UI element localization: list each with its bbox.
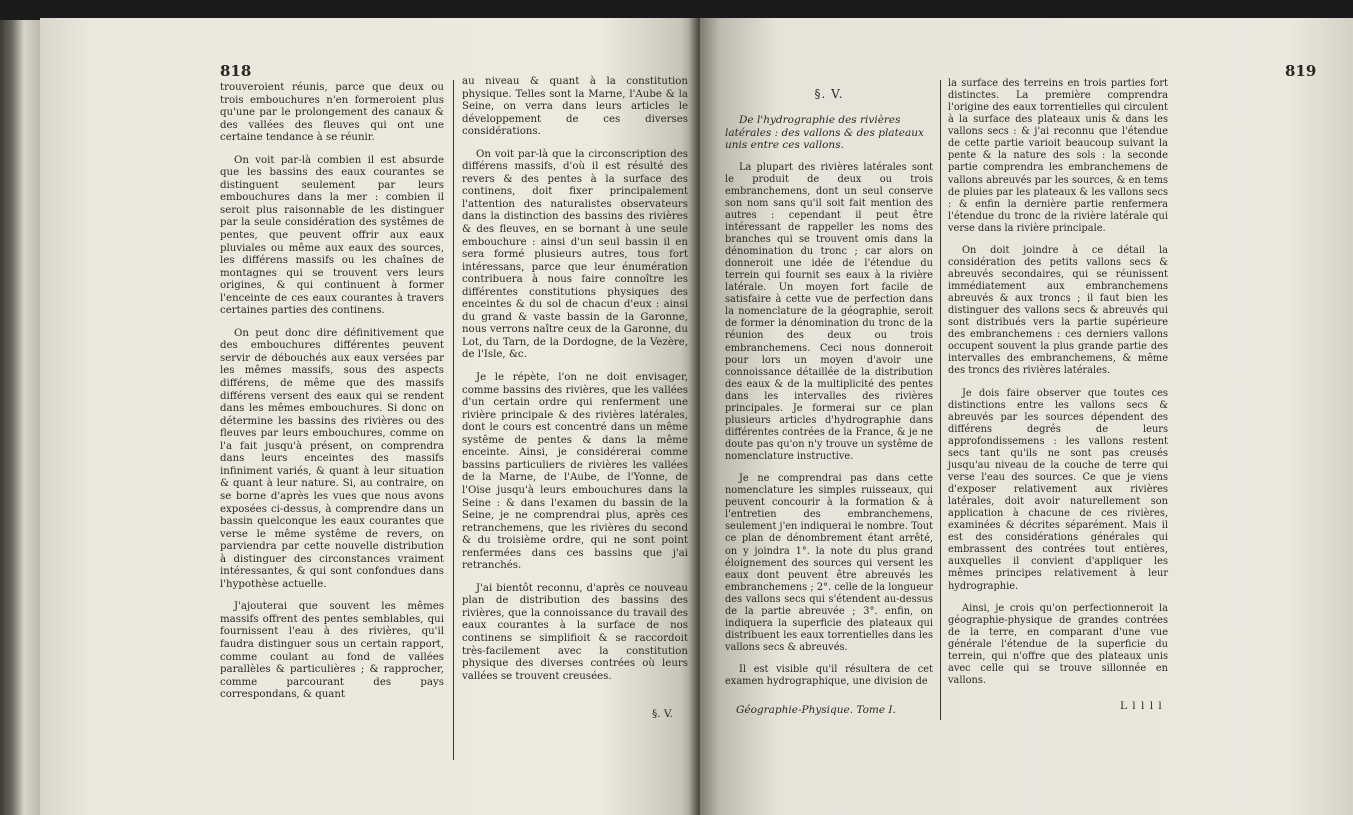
left-page	[40, 18, 700, 815]
page-edges	[0, 20, 40, 815]
section-heading: §. V.	[814, 87, 844, 101]
column-rule	[940, 80, 941, 720]
signature-mark: L l l l l	[1120, 700, 1163, 712]
paragraph: On voit par-là que la circonscription des différens massifs, d'où il est résulté des revers & des pentes à la surface des continens, doit fixer principalement l'attention des naturalistes observateurs dans la distinction des bassins des rivières & des fleuves, en se bornant à une seule embouchure : ainsi d'un seul bassin il en sera formé plusieurs autres, tous fort intéressans, parce que leur énumération contribuera à nous faire connoître les différentes constitutions physiques des enceintes & du sol de chacun d'eux : ainsi du grand & vaste bassin de la Garonne, nous verrons naître ceux de la Garonne, du Lot, du Tarn, de la Dordogne, de la Vezère, de l'Isle, &c.	[462, 148, 688, 361]
paragraph: On peut donc dire définitivement que des embouchures différentes peuvent servir de débouchés aux eaux versées par les mêmes massifs, sous des aspects différens, de même que des massifs différens versent des eaux qui se rendent dans les mêmes embouchures. Si donc on détermine les bassins des rivières ou des fleuves par leurs embouchures, comme on l'a fait jusqu'à présent, on comprendra dans leurs enceintes des massifs infiniment variés, & quant à leur situation & quant à leur nature. Si, au contraire, on se borne d'après les vues que nous avons exposées ci-dessus, à comprendre dans un bassin quelconque les eaux courantes que verse le même systême de revers, on parviendra par cette nouvelle distribution à distinguer des circonstances vraiment intéressantes, & qui sont confondues dans l'hypothèse actuelle.	[220, 327, 444, 590]
paragraph: Je ne comprendrai pas dans cette nomenclature les simples ruisseaux, qui peuvent concourir à la formation & à l'entretien des embranchemens, seulement j'en indiquerai le nombre. Tout ce plan de dénombrement étant arrêté, on y joindra 1°. la note du plus grand éloignement des sources qui versent les eaux dont peuvent être abreuvés les embranchemens ; 2°. celle de la longueur des vallons secs qui s'étendent au-dessus de la partie abreuvée ; 3°. enfin, on indiquera la superficie des plateaux qui distribuent les eaux torrentielles dans les vallons secs & abreuvés.	[725, 473, 933, 653]
paragraph: Ainsi, je crois qu'on perfectionneroit la géographie-physique de grandes contrées de la terre, en comparant d'une vue générale l'étendue de la superficie du terrein, qui n'offre que des plateaux unis avec celle qui se trouve sillonnée en vallons.	[948, 602, 1168, 686]
left-column-2	[462, 76, 688, 693]
paragraph: au niveau & quant à la constitution physique. Telles sont la Marne, l'Aube & la Seine, on verra dans leurs articles le développement de ces diverses considérations.	[462, 76, 688, 138]
catchword: §. V.	[652, 708, 674, 720]
paragraph: J'ai bientôt reconnu, d'après ce nouveau plan de distribution des bassins des rivières, que la connoissance du travail des eaux courantes à la surface de nos continens se simplifioit & se raccordoit très-facilement avec la constitution physique des diverses contrées où leurs vallées se trouvent creusées.	[462, 582, 688, 682]
footer-title: Géographie-Physique. Tome I.	[736, 704, 896, 716]
paragraph: Je le répète, l'on ne doit envisager, comme bassins des rivières, que les vallées d'un certain ordre qui renferment une rivière principale & des rivières latérales, dont le cours est concentré dans un même systême de pentes & dans la même enceinte. Ainsi, je considérerai comme bassins particuliers de rivières les vallées de la Marne, de l'Aube, de l'Yonne, de l'Oise jusqu'à leurs embouchures dans la Seine : & dans l'examen du bassin de la Seine, je ne comprendrai plus, après ces retranchemens, que les rivières du second & du troisième ordre, qui ne sont point renfermées dans ces bassins que j'ai retranchés.	[462, 372, 688, 572]
paragraph: Je dois faire observer que toutes ces distinctions entre les vallons secs & abreuvés par les sources dépendent des différens degrés de leurs approfondissemens : les vallons restent secs tant qu'ils ne sont pas creusés jusqu'au niveau de la couche de terre qui verse l'eau des sources. Ce que je viens d'exposer relativement aux rivières latérales, doit avoir naturellement son application à chacune de ces rivières, examinées & décrites séparément. Mais il est des considérations générales qui embrassent des contrées tout entières, auxquelles il convient d'appliquer les mêmes principes relativement à leur hydrographie.	[948, 387, 1168, 592]
left-page-number: 818	[220, 62, 252, 80]
right-page	[700, 18, 1353, 815]
right-column-2	[948, 78, 1168, 697]
paragraph: Il est visible qu'il résultera de cet examen hydrographique, une division de	[725, 664, 933, 688]
section-subtitle: De l'hydrographie des rivières latérales : des vallons & des plateaux unis entre ces vallons.	[725, 114, 924, 152]
column-rule	[453, 80, 454, 760]
paragraph: On voit par-là combien il est absurde que les bassins des eaux courantes se distinguent seulement par leurs embouchures dans la mer : combien il seroit plus raisonnable de les distinguer par la seule considération des systêmes de pentes, que peuvent offrir aux eaux pluviales ou même aux eaux des sources, les différens massifs ou les chaînes de montagnes qui se trouvent vers leurs origines, & qui continuent à former l'enceinte de ces eaux courantes à travers certaines parties des continens.	[220, 154, 444, 317]
right-column-1	[725, 88, 933, 698]
paragraph: J'ajouterai que souvent les mêmes massifs offrent des pentes semblables, qui fournissent l'eau à des rivières, qu'il faudra distinguer sous un certain rapport, comme coulant au fond de vallées parallèles & particulières ; & rapprocher, comme parcourant des pays correspondans, & quant	[220, 601, 444, 701]
left-column-1	[220, 82, 444, 712]
right-page-number: 819	[1285, 62, 1317, 80]
paragraph: la surface des terreins en trois parties fort distinctes. La première comprendra l'origine des eaux torrentielles qui circulent à la surface des plateaux unis & dans les vallons secs : & j'ai reconnu que l'étendue de cette partie varioit beaucoup suivant la pente & la nature des sols : la seconde partie comprendra les embranchemens de vallons abreuvés par les sources, & en tems de pluies par les plateaux & les vallons secs : & enfin la dernière partie renfermera l'étendue du tronc de la rivière latérale qui verse dans la rivière principale.	[948, 78, 1168, 234]
paragraph: trouveroient réunis, parce que deux ou trois embouchures n'en formeroient plus qu'une par le prolongement des canaux & des vallées des fleuves qui ont une certaine tendance à se réunir.	[220, 82, 444, 144]
paragraph: On doit joindre à ce détail la considération des petits vallons secs & abreuvés secondaires, qui se réunissent immédiatement aux embranchemens abreuvés & aux troncs ; il faut bien les distinguer des vallons secs & abreuvés qui sont distribués vers la partie supérieure des embranchemens : ces derniers vallons occupent souvent la plus grande partie des intervalles des embranchemens, & même des troncs des rivières latérales.	[948, 244, 1168, 377]
paragraph: La plupart des rivières latérales sont le produit de deux ou trois embranchemens, dont un seul conserve son nom sans qu'il soit fait mention des autres : cependant il peut être intéressant de rappeller les noms des branches qui se trouvent omis dans la dénomination du tronc ; car alors on donneroit une idée de l'étendue du terrein qui fournit ses eaux à la rivière latérale. Un moyen fort facile de satisfaire à cette vue de perfection dans la nomenclature de la géographie, seroit de former la dénomination du tronc de la réunion des deux ou trois embranchemens. Ceci nous donneroit pour lors un moyen d'avoir une connoissance détaillée de la distribution des eaux & de la multiplicité des pentes dans les intervalles des rivières principales. Je formerai sur ce plan plusieurs articles d'hydrographie dans différentes contrées de la France, & je ne doute pas qu'on n'y trouve un systême de nomenclature instructive.	[725, 161, 933, 463]
